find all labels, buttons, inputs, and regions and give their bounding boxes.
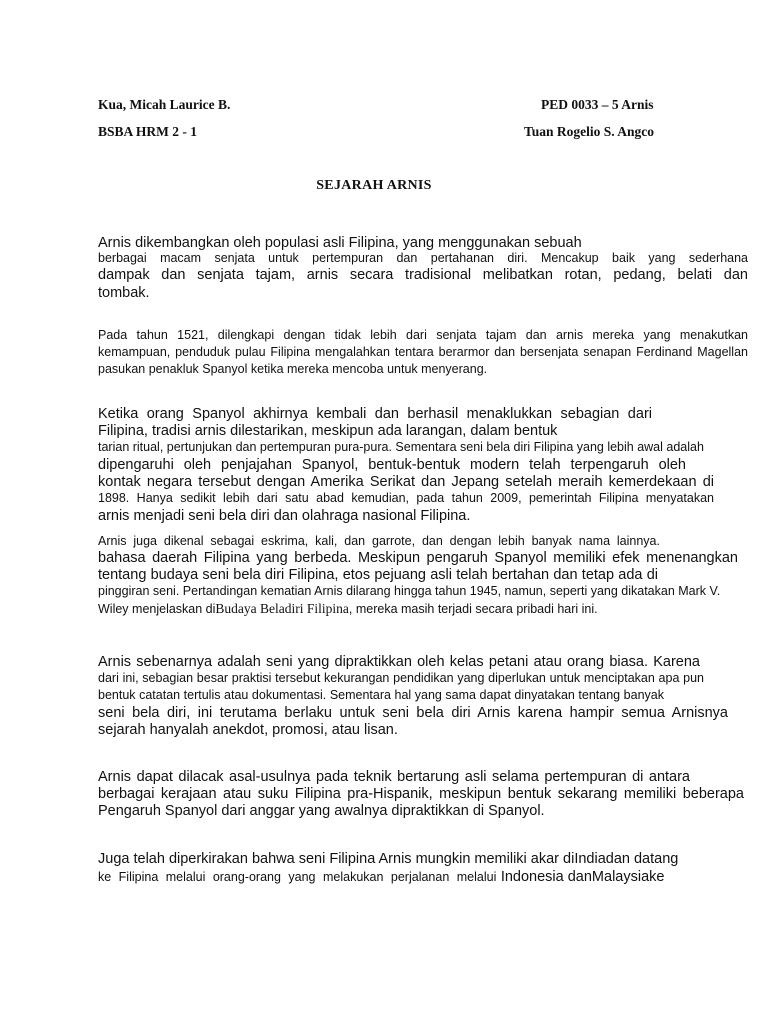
text-line: Arnis dikembangkan oleh populasi asli Filipina, yang menggunakan sebuah (98, 235, 582, 251)
text-line: Arnis dapat dilacak asal-usulnya pada teknik bertarung asli selama pertempuran di antara (98, 769, 690, 785)
text-line: Pengaruh Spanyol dari anggar yang awalnya dipraktikkan di Spanyol. (98, 803, 545, 819)
text-line: dampak dan senjata tajam, arnis secara tradisional melibatkan rotan, pedang, belati dan (98, 267, 748, 283)
text-line: tarian ritual, pertunjukan dan pertempuran pura-pura. Sementara seni bela diri Filipina yang lebih awal adalah (98, 440, 704, 454)
text-line: tentang budaya seni bela diri Filipina, etos pejuang asli telah bertahan dan tetap ada di (98, 567, 658, 583)
instructor-name: Tuan Rogelio S. Angco (524, 124, 655, 139)
text-line: pasukan penakluk Spanyol ketika mereka mencoba untuk menyerang. (98, 362, 488, 376)
text-line: bahasa daerah Filipina yang berbeda. Meskipun pengaruh Spanyol memiliki efek menenangkan (98, 550, 738, 566)
text-line: dipengaruhi oleh penjajahan Spanyol, bentuk-bentuk modern telah terpengaruh oleh (98, 457, 686, 473)
course-code: PED 0033 – 5 Arnis (541, 97, 654, 112)
text-run: Wiley menjelaskan di (98, 602, 216, 616)
text-line: dari ini, sebagian besar praktisi tersebut kekurangan pendidikan yang diperlukan untuk menciptakan apa pun (98, 671, 704, 685)
text-line: Arnis sebenarnya adalah seni yang dipraktikkan oleh kelas petani atau orang biasa. Karena (98, 654, 700, 670)
text-line: Filipina, tradisi arnis dilestarikan, meskipun ada larangan, dalam bentuk (98, 423, 558, 439)
text-line: berbagai kerajaan atau suku Filipina pra-Hispanik, meskipun bentuk sekarang memiliki beberapa (98, 786, 744, 802)
text-run: Indiadan datang (574, 851, 679, 867)
text-run: Juga telah diperkirakan bahwa seni Filipina Arnis mungkin memiliki akar di (98, 851, 575, 867)
text-line: kemampuan, penduduk pulau Filipina mengalahkan tentara berarmor dan bersenjata senapan Ferdinand Magellan (98, 345, 748, 359)
text-line: arnis menjadi seni bela diri dan olahraga nasional Filipina. (98, 508, 471, 524)
text-line: 1898. Hanya sedikit lebih dari satu abad kemudian, pada tahun 2009, pemerintah Filipina menyatakan (98, 491, 714, 505)
book-title: Budaya Beladiri Filipina (215, 601, 349, 616)
text-line: pinggiran seni. Pertandingan kematian Arnis dilarang hingga tahun 1945, namun, seperti yang dikatakan Mark V. (98, 584, 721, 598)
text-line: seni bela diri, ini terutama berlaku untuk seni bela diri Arnis karena hampir semua Arnisnya (98, 705, 728, 721)
document-title: SEJARAH ARNIS (316, 178, 432, 193)
text-run: , mereka masih terjadi secara pribadi hari ini. (348, 602, 598, 616)
text-line: sejarah hanyalah anekdot, promosi, atau lisan. (98, 722, 398, 738)
text-line: Pada tahun 1521, dilengkapi dengan tidak lebih dari senjata tajam dan arnis mereka yang menakutkan (98, 328, 748, 342)
text-line: tombak. (98, 285, 150, 301)
text-run: ke Filipina melalui orang-orang yang melakukan perjalanan melalui (98, 870, 497, 884)
text-line: bentuk catatan tertulis atau dokumentasi. Sementara hal yang sama dapat dinyatakan tentang banyak (98, 688, 664, 702)
text-line: Arnis juga dikenal sebagai eskrima, kali, dan garrote, dan dengan lebih banyak nama lainnya. (98, 534, 660, 548)
text-line (98, 851, 748, 867)
student-name: Kua, Micah Laurice B. (98, 97, 231, 112)
student-class: BSBA HRM 2 - 1 (98, 124, 198, 139)
text-line (98, 868, 748, 886)
text-line: kontak negara tersebut dengan Amerika Serikat dan Jepang setelah meraih kemerdekaan di (98, 474, 714, 490)
text-line: berbagai macam senjata untuk pertempuran dan pertahanan diri. Mencakup baik yang sederhana (98, 251, 748, 265)
text-line: Ketika orang Spanyol akhirnya kembali dan berhasil menaklukkan sebagian dari (98, 406, 652, 422)
text-line (98, 601, 748, 617)
text-run: Indonesia dan (500, 869, 592, 885)
text-run: Malaysiake (591, 869, 665, 885)
